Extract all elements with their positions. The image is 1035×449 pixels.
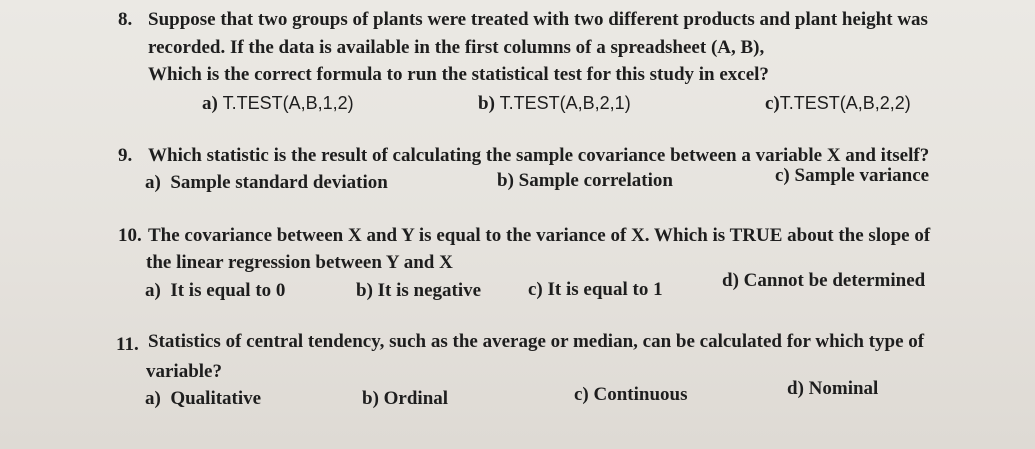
question-number: 10.: [118, 225, 142, 246]
option-c[interactable]: [528, 279, 663, 301]
option-letter: d): [787, 378, 804, 399]
question-number: 11.: [116, 334, 139, 355]
option-text: Continuous: [593, 384, 688, 405]
option-b[interactable]: [497, 170, 673, 192]
question-text-line: Which is the correct formula to run the statistical test for this study in excel?: [148, 64, 769, 85]
option-letter: c): [765, 93, 780, 114]
option-c[interactable]: [574, 384, 688, 406]
option-text: T.TEST(A,B,2,2): [779, 93, 911, 113]
option-letter: c): [528, 279, 543, 300]
option-a[interactable]: [145, 172, 388, 194]
option-text: Sample variance: [794, 165, 930, 186]
option-letter: a): [145, 172, 161, 193]
option-letter: a): [145, 280, 161, 301]
option-text: T.TEST(A,B,2,1): [499, 93, 631, 113]
option-letter: b): [356, 280, 373, 301]
option-letter: a): [202, 93, 218, 114]
option-c[interactable]: [765, 92, 911, 115]
option-letter: b): [478, 93, 495, 114]
option-a[interactable]: [202, 92, 354, 115]
option-text: Ordinal: [383, 388, 449, 409]
option-d[interactable]: [722, 270, 925, 292]
question-number: 8.: [118, 9, 133, 30]
option-b[interactable]: [356, 280, 481, 302]
option-text: It is negative: [377, 280, 482, 301]
option-text: Nominal: [808, 378, 879, 399]
option-text: Qualitative: [170, 388, 262, 409]
option-text: T.TEST(A,B,1,2): [222, 93, 354, 113]
option-text: Sample correlation: [518, 170, 673, 191]
option-text: It is equal to 0: [170, 280, 286, 301]
question-text-line: the linear regression between Y and X: [146, 252, 453, 273]
option-letter: b): [362, 388, 379, 409]
question-text-line: Which statistic is the result of calculating the sample covariance between a variable X and itself?: [148, 145, 930, 166]
option-letter: a): [145, 388, 161, 409]
option-d[interactable]: [787, 378, 878, 400]
question-text-line: recorded. If the data is available in the first columns of a spreadsheet (A, B),: [148, 37, 765, 58]
question-text-line: Statistics of central tendency, such as the average or median, can be calculated for which type of: [148, 331, 925, 352]
option-text: Cannot be determined: [743, 270, 926, 291]
option-b[interactable]: [362, 388, 448, 410]
option-letter: b): [497, 170, 514, 191]
option-text: It is equal to 1: [547, 279, 663, 300]
option-text: Sample standard deviation: [170, 172, 388, 193]
question-text-line: variable?: [146, 361, 222, 382]
option-c[interactable]: [775, 165, 929, 187]
option-letter: d): [722, 270, 739, 291]
question-number: 9.: [118, 145, 133, 166]
question-text-line: The covariance between X and Y is equal to the variance of X. Which is TRUE about the slope of: [148, 225, 931, 246]
option-a[interactable]: [145, 280, 285, 302]
option-a[interactable]: [145, 388, 261, 410]
option-letter: c): [775, 165, 790, 186]
option-b[interactable]: [478, 92, 631, 115]
option-letter: c): [574, 384, 589, 405]
question-text-line: Suppose that two groups of plants were treated with two different products and plant height was: [148, 9, 928, 30]
